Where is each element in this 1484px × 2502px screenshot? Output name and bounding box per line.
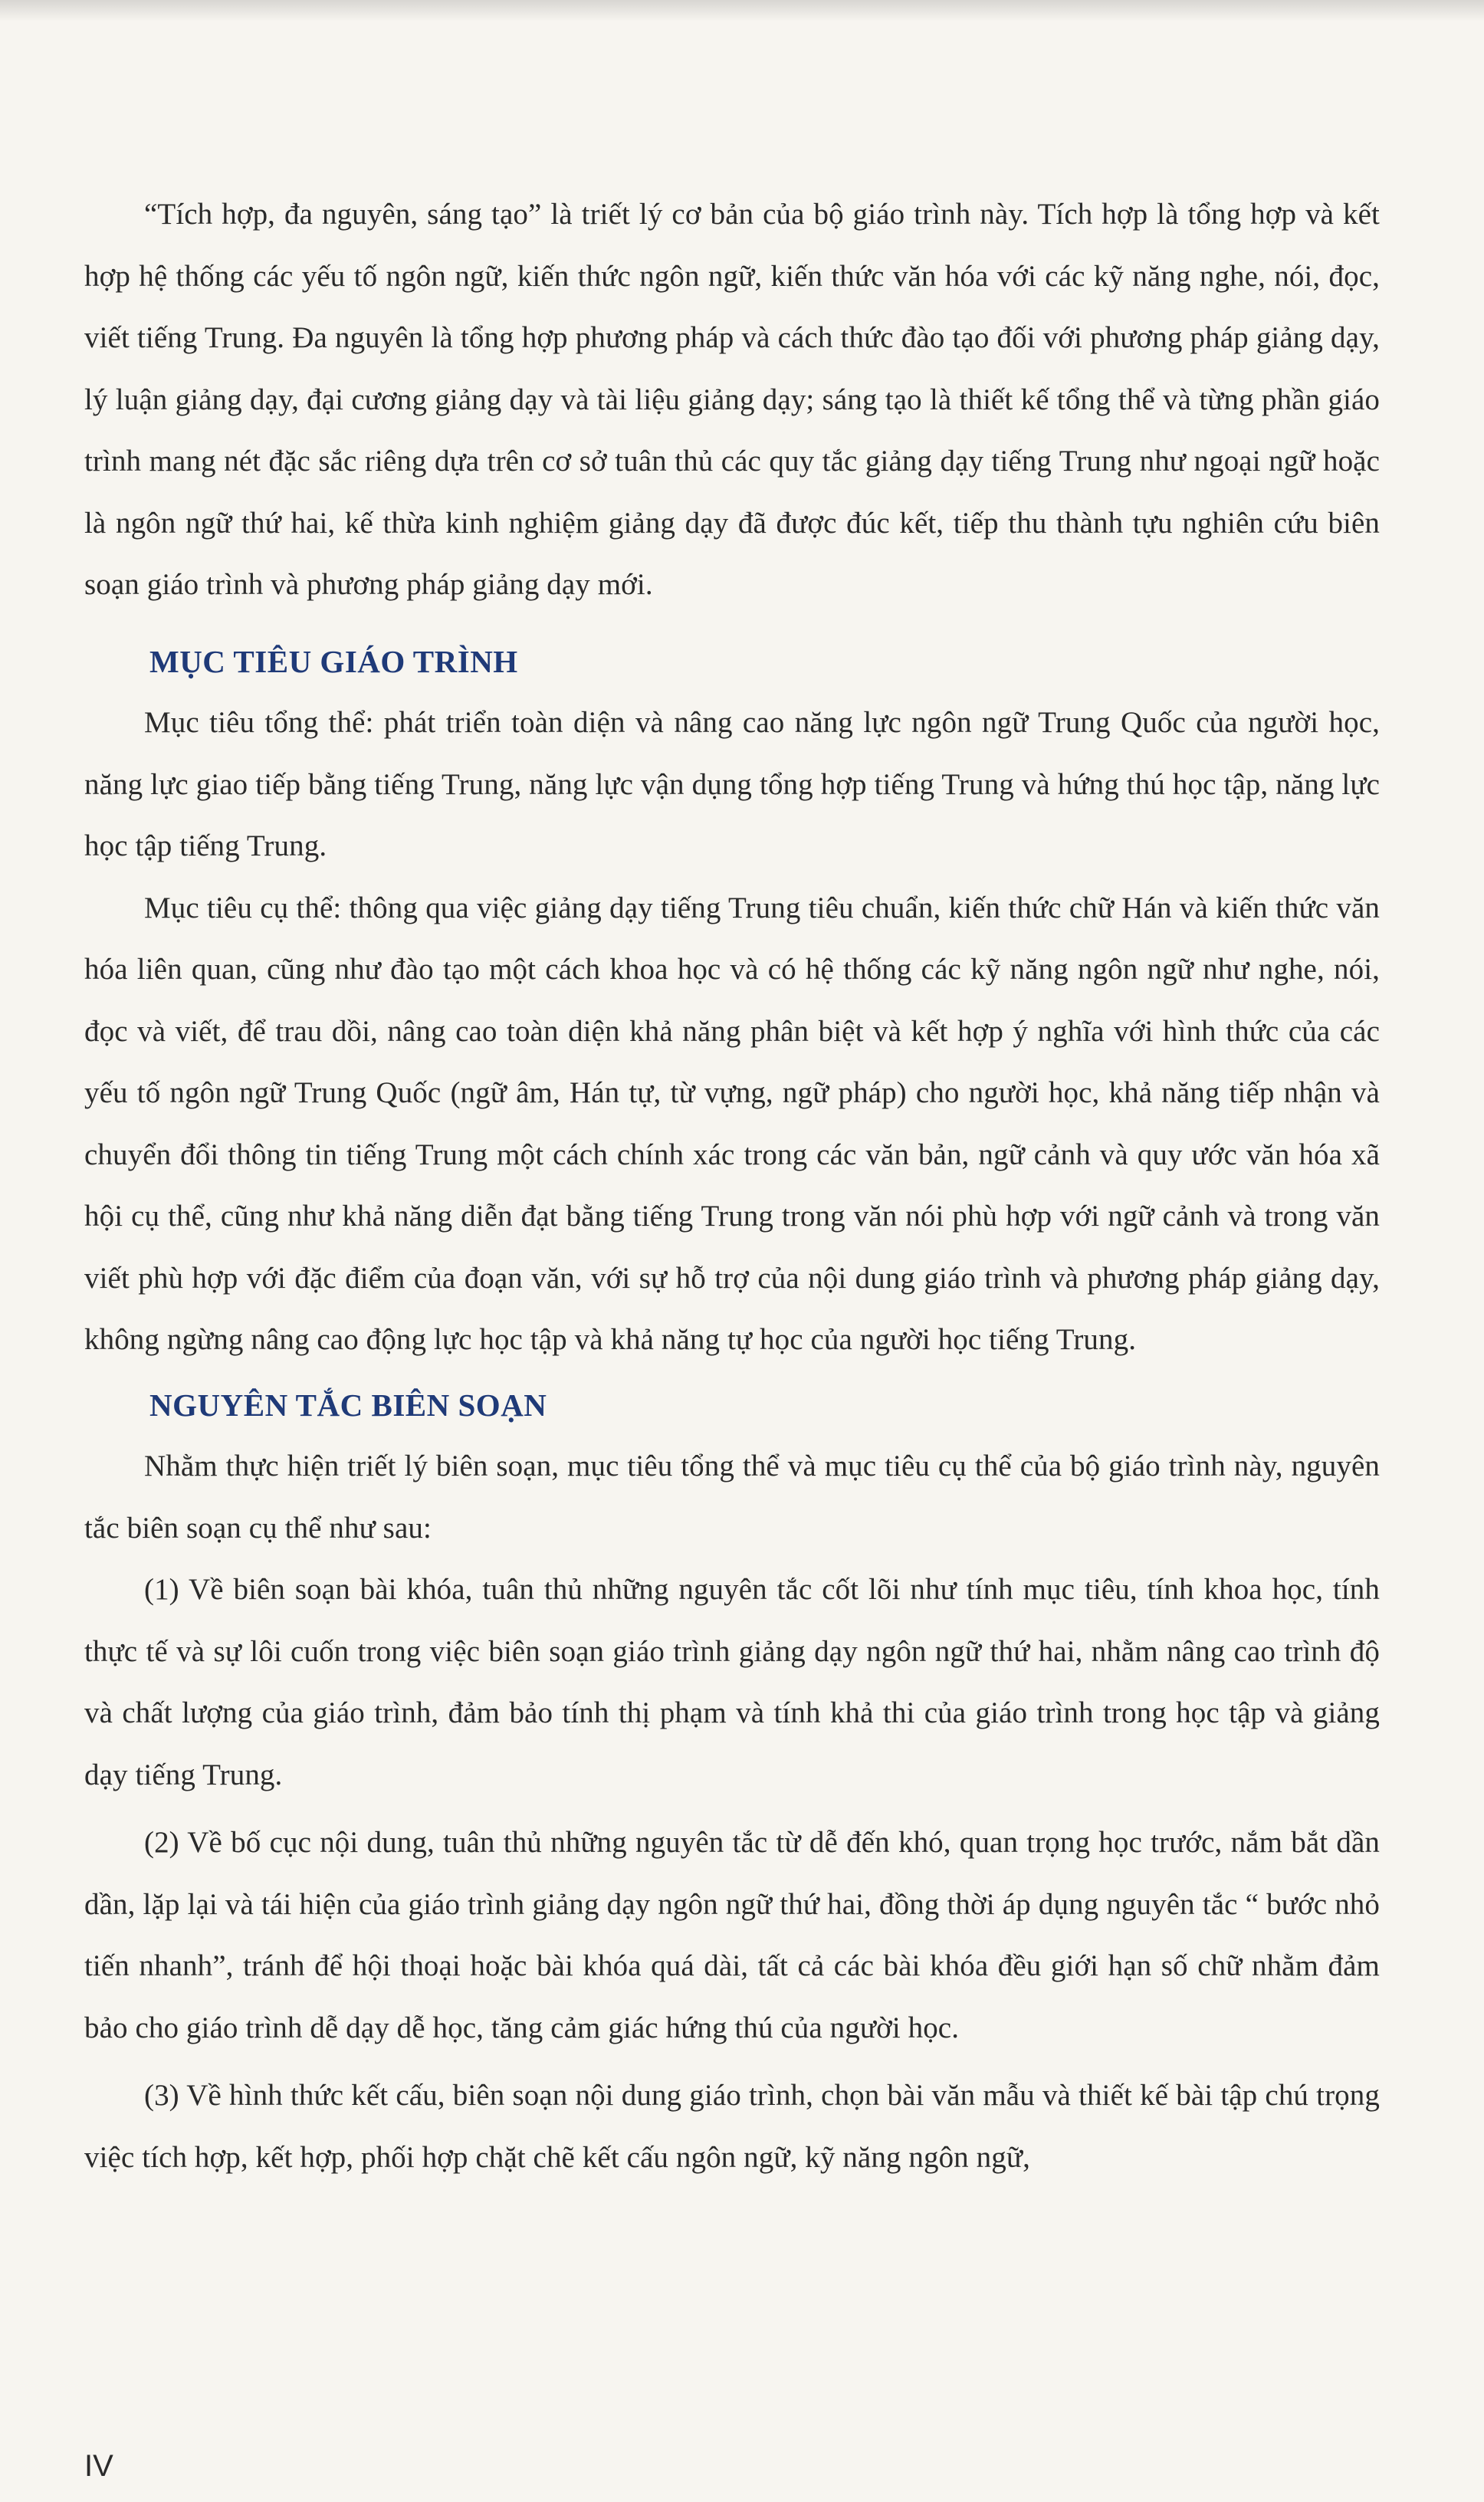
goals-paragraph-specific: Mục tiêu cụ thể: thông qua việc giảng dạy tiếng Trung tiêu chuẩn, kiến thức chữ Hán và kiến thức văn hóa liên quan, cũng như đào tạo một cách khoa học và có hệ thống các kỹ năng ngôn ngữ như nghe, nói, đọc và viết, để trau dồi, nâng cao toàn diện khả năng phân biệt và kết hợp ý nghĩa với hình thức của các yếu tố ngôn ngữ Trung Quốc (ngữ âm, Hán tự, từ vựng, ngữ pháp) cho người học, khả năng tiếp nhận và chuyển đổi thông tin tiếng Trung một cách chính xác trong các văn bản, ngữ cảnh và quy ước văn hóa xã hội cụ thể, cũng như khả năng diễn đạt bằng tiếng Trung trong văn nói phù hợp với ngữ cảnh và trong văn viết phù hợp với đặc điểm của đoạn văn, với sự hỗ trợ của nội dung giáo trình và phương pháp giảng dạy, không ngừng nâng cao động lực học tập và khả năng tự học của người học tiếng Trung. — [84, 891, 1380, 1356]
principles-paragraph-3: (3) Về hình thức kết cấu, biên soạn nội dung giáo trình, chọn bài văn mẫu và thiết kế bài tập chú trọng việc tích hợp, kết hợp, phối hợp chặt chẽ kết cấu ngôn ngữ, kỹ năng ngôn ngữ, — [84, 2079, 1380, 2174]
document-page — [84, 184, 1380, 2188]
principles-paragraph-2: (2) Về bố cục nội dung, tuân thủ những nguyên tắc từ dễ đến khó, quan trọng học trước, nắm bắt dần dần, lặp lại và tái hiện của giáo trình giảng dạy ngôn ngữ thứ hai, đồng thời áp dụng nguyên tắc “ bước nhỏ tiến nhanh”, tránh để hội thoại hoặc bài khóa quá dài, tất cả các bài khóa đều giới hạn số chữ nhằm đảm bảo cho giáo trình dễ dạy dễ học, tăng cảm giác hứng thú của người học. — [84, 1826, 1380, 2044]
page-number: IV — [84, 2449, 113, 2483]
page-top-edge — [0, 0, 1484, 21]
principles-paragraph-1: (1) Về biên soạn bài khóa, tuân thủ những nguyên tắc cốt lõi như tính mục tiêu, tính khoa học, tính thực tế và sự lôi cuốn trong việc biên soạn giáo trình giảng dạy ngôn ngữ thứ hai, nhằm nâng cao trình độ và chất lượng của giáo trình, đảm bảo tính thị phạm và tính khả thi của giáo trình trong học tập và giảng dạy tiếng Trung. — [84, 1573, 1380, 1791]
section-heading-goals: MỤC TIÊU GIÁO TRÌNH — [149, 643, 518, 679]
principles-paragraph-intro: Nhằm thực hiện triết lý biên soạn, mục tiêu tổng thể và mục tiêu cụ thể của bộ giáo trình này, nguyên tắc biên soạn cụ thể như sau: — [84, 1450, 1380, 1545]
section-heading-principles: NGUYÊN TẮC BIÊN SOẠN — [149, 1387, 547, 1423]
intro-paragraph: “Tích hợp, đa nguyên, sáng tạo” là triết lý cơ bản của bộ giáo trình này. Tích hợp là tổng hợp và kết hợp hệ thống các yếu tố ngôn ngữ, kiến thức ngôn ngữ, kiến thức văn hóa với các kỹ năng nghe, nói, đọc, viết tiếng Trung. Đa nguyên là tổng hợp phương pháp và cách thức đào tạo đối với phương pháp giảng dạy, lý luận giảng dạy, đại cương giảng dạy và tài liệu giảng dạy; sáng tạo là thiết kế tổng thể và từng phần giáo trình mang nét đặc sắc riêng dựa trên cơ sở tuân thủ các quy tắc giảng dạy tiếng Trung như ngoại ngữ hoặc là ngôn ngữ thứ hai, kế thừa kinh nghiệm giảng dạy đã được đúc kết, tiếp thu thành tựu nghiên cứu biên soạn giáo trình và phương pháp giảng dạy mới. — [84, 198, 1380, 601]
goals-paragraph-overall: Mục tiêu tổng thể: phát triển toàn diện và nâng cao năng lực ngôn ngữ Trung Quốc của người học, năng lực giao tiếp bằng tiếng Trung, năng lực vận dụng tổng hợp tiếng Trung và hứng thú học tập, năng lực học tập tiếng Trung. — [84, 706, 1380, 862]
